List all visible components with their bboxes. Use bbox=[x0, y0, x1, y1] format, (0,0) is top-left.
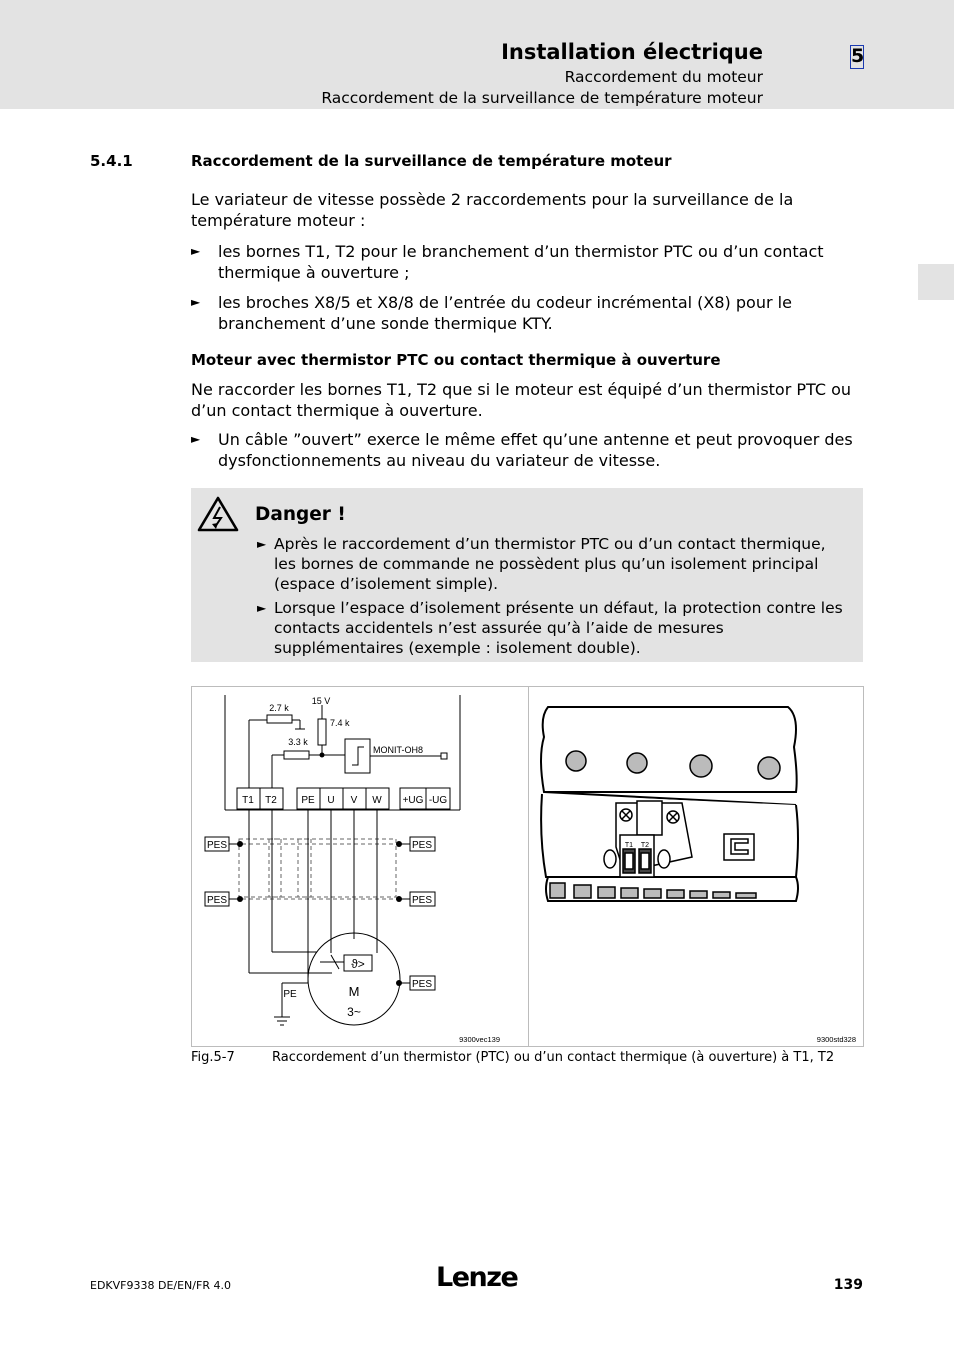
pes-label: PES bbox=[411, 979, 433, 990]
list-item bbox=[191, 292, 863, 334]
page-number: 139 bbox=[833, 1277, 863, 1293]
figure-code: 9300vec139 bbox=[459, 1035, 500, 1044]
list-item-text: Un câble ”ouvert” exerce le même effet qu’une antenne et peut provoquer des dysfonctionnements au niveau du variateur de vitesse. bbox=[218, 430, 853, 470]
danger-item bbox=[257, 534, 849, 594]
pes-label: PES bbox=[411, 895, 433, 906]
drive-illustration bbox=[541, 707, 798, 901]
danger-item-text: Lorsque l’espace d’isolement présente un défaut, la protection contre les contacts accidentels n’est assurée qu’à l’aide de mesures supplémentaires (exemple : isolement double). bbox=[274, 599, 843, 657]
bullet-arrow-icon: ► bbox=[257, 537, 267, 551]
subsection-title: Moteur avec thermistor PTC ou contact thermique à ouverture bbox=[191, 351, 721, 369]
chapter-subtitle: Raccordement du moteur bbox=[564, 68, 763, 86]
side-thumb-tab bbox=[918, 264, 954, 300]
resistor-label: 7.4 k bbox=[330, 718, 350, 728]
section-number: 5.4.1 bbox=[90, 152, 133, 170]
terminal-label: U bbox=[327, 795, 335, 806]
high-voltage-warning-icon bbox=[197, 496, 239, 532]
pes-label: PES bbox=[206, 895, 228, 906]
pe-ground-label: PE bbox=[283, 989, 297, 1000]
document-code: EDKVF9338 DE/EN/FR 4.0 bbox=[90, 1279, 231, 1292]
terminal-label: T2 bbox=[265, 795, 277, 806]
list-item-text: les bornes T1, T2 pour le branchement d’un thermistor PTC ou d’un contact thermique à ouverture ; bbox=[218, 242, 824, 282]
chapter-number-badge: 5 bbox=[851, 45, 865, 67]
terminal-label: -UG bbox=[428, 795, 448, 806]
motor-phase-label: 3~ bbox=[347, 1005, 361, 1019]
bullet-arrow-icon: ► bbox=[191, 244, 201, 258]
danger-notice bbox=[191, 488, 863, 662]
intro-paragraph: Le variateur de vitesse possède 2 raccordements pour la surveillance de la température moteur : bbox=[191, 190, 794, 230]
terminal-label: PE bbox=[301, 795, 315, 806]
list-item bbox=[191, 241, 863, 283]
connector-terminal-label: T2 bbox=[640, 842, 650, 849]
resistor-label: 2.7 k bbox=[269, 703, 289, 713]
pes-label: PES bbox=[206, 840, 228, 851]
figure-frame bbox=[191, 686, 864, 1047]
lenze-logo: Lenze bbox=[436, 1262, 518, 1293]
connector-terminal-label: T1 bbox=[624, 842, 634, 849]
danger-title: Danger ! bbox=[255, 504, 346, 525]
danger-item-text: Après le raccordement d’un thermistor PTC ou d’un contact thermique, les bornes de commande ne possèdent plus qu’un isolement principal (espace d’isolement simple). bbox=[274, 535, 826, 593]
danger-item bbox=[257, 598, 849, 658]
terminal-label: W bbox=[372, 795, 382, 806]
chapter-title: Installation électrique bbox=[501, 40, 763, 64]
section-title: Raccordement de la surveillance de température moteur bbox=[191, 152, 672, 170]
figure-caption: Raccordement d’un thermistor (PTC) ou d’un contact thermique (à ouverture) à T1, T2 bbox=[272, 1050, 835, 1065]
terminal-label: V bbox=[350, 795, 358, 806]
resistor-label: 3.3 k bbox=[288, 737, 308, 747]
bullet-arrow-icon: ► bbox=[191, 295, 201, 309]
figure-code: 9300std328 bbox=[816, 1035, 856, 1044]
signal-label: MONIT-OH8 bbox=[373, 745, 424, 755]
wiring-figure bbox=[192, 687, 865, 1048]
pes-label: PES bbox=[411, 840, 433, 851]
terminal-label: T1 bbox=[242, 795, 254, 806]
supply-voltage-label: 15 V bbox=[311, 696, 331, 706]
subsection-paragraph: Ne raccorder les bornes T1, T2 que si le moteur est équipé d’un thermistor PTC ou d’un contact thermique à ouverture. bbox=[191, 380, 852, 420]
section-subtitle: Raccordement de la surveillance de température moteur bbox=[321, 89, 763, 107]
motor-label: M bbox=[348, 984, 360, 999]
bullet-arrow-icon: ► bbox=[191, 432, 201, 446]
list-item bbox=[191, 429, 863, 471]
thermistor-symbol: ϑ> bbox=[351, 957, 365, 971]
terminal-labels bbox=[242, 795, 447, 806]
list-item-text: les broches X8/5 et X8/8 de l’entrée du codeur incrémental (X8) pour le branchement d’une sonde thermique KTY. bbox=[218, 293, 792, 333]
figure-label: Fig.5-7 bbox=[191, 1050, 235, 1065]
bullet-arrow-icon: ► bbox=[257, 601, 267, 615]
terminal-label: +UG bbox=[402, 795, 424, 806]
